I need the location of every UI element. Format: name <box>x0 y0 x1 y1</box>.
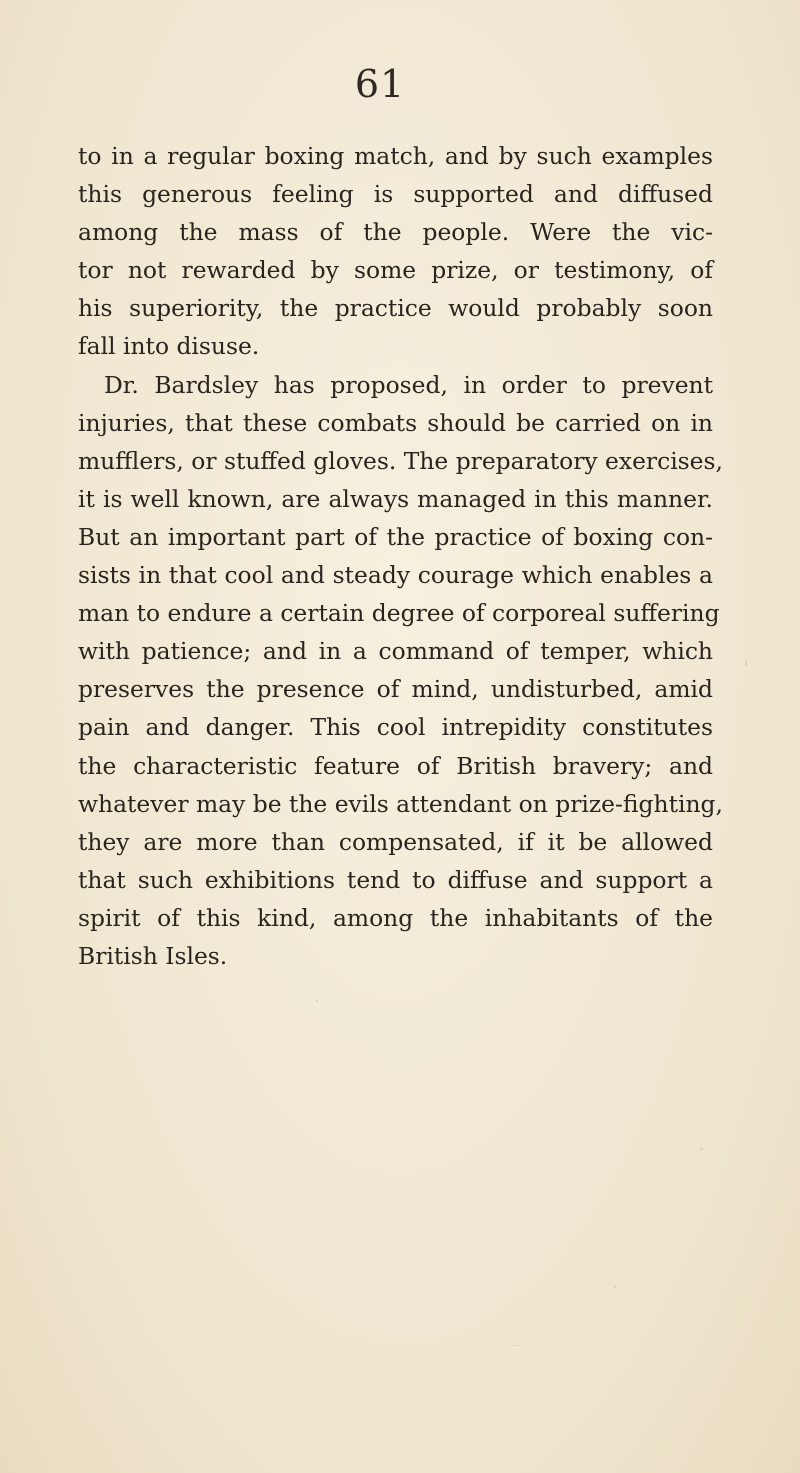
page-number: 61 <box>354 62 406 106</box>
text-line: spirit of this kind, among the inhabitants of the <box>78 903 713 932</box>
text-line: tor not rewarded by some prize, or testimony, of <box>78 256 713 285</box>
text-line: it is well known, are always managed in this manner. <box>78 484 713 513</box>
paper-speck <box>745 660 747 666</box>
paper-speck <box>316 1000 318 1002</box>
paper-speck <box>700 1148 703 1150</box>
text-line: fall into disuse. <box>78 332 260 361</box>
paper-speck <box>512 1345 518 1346</box>
paper-speck <box>614 1285 616 1288</box>
text-line: sists in that cool and steady courage which enables a <box>78 561 713 590</box>
text-line: But an important part of the practice of boxing con- <box>78 522 713 551</box>
text-line: his superiority, the practice would probably soon <box>78 294 713 323</box>
text-line: man to endure a certain degree of corporeal suffering <box>78 599 720 628</box>
text-line: the characteristic feature of British bravery; and <box>78 751 713 780</box>
text-line: this generous feeling is supported and diffused <box>78 180 713 209</box>
text-line: Dr. Bardsley has proposed, in order to prevent <box>104 370 713 399</box>
text-line: with patience; and in a command of temper, which <box>78 637 713 666</box>
text-line: British Isles. <box>78 941 228 970</box>
text-line: preserves the presence of mind, undisturbed, amid <box>78 675 713 704</box>
text-line: to in a regular boxing match, and by such examples <box>78 142 713 170</box>
text-line: whatever may be the evils attendant on prize-fighting, <box>78 789 723 818</box>
text-line: they are more than compensated, if it be allowed <box>78 827 713 856</box>
text-line: that such exhibitions tend to diffuse and support a <box>78 865 713 894</box>
text-line: injuries, that these combats should be carried on in <box>78 408 713 437</box>
text-line: mufflers, or stuffed gloves. The preparatory exercises, <box>78 446 723 475</box>
text-line: among the mass of the people. Were the vic- <box>78 218 713 247</box>
body-text <box>78 137 723 975</box>
text-line: pain and danger. This cool intrepidity constitutes <box>78 713 713 742</box>
